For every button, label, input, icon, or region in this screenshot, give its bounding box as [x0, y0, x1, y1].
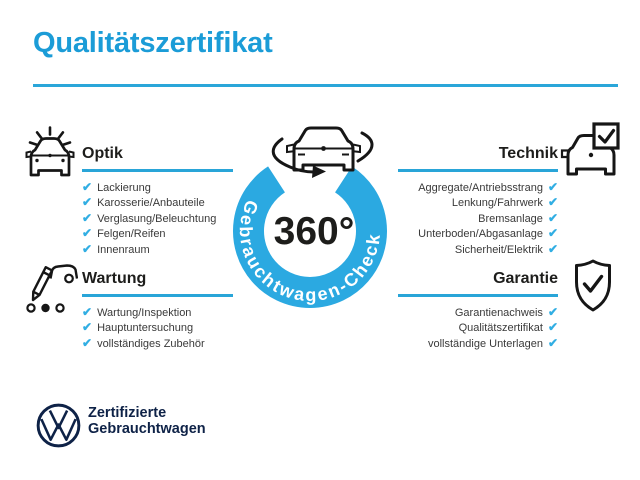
check-icon: ✔ — [547, 241, 558, 256]
checklist-item-label: Unterboden/Abgasanlage — [418, 228, 543, 241]
check-icon: ✔ — [547, 320, 558, 335]
check-icon: ✔ — [82, 335, 93, 350]
rotation-arrowhead — [312, 166, 326, 179]
car-shine-icon — [22, 124, 78, 180]
car-360-rotation-icon — [287, 128, 360, 170]
checklist-item-label: Aggregate/Antriebsstrang — [418, 181, 543, 194]
checklist-item — [82, 320, 267, 336]
checklist-item-label: Karosserie/Anbauteile — [97, 197, 205, 210]
checklist-item-label: Qualitätszertifikat — [458, 322, 543, 335]
checklist-item-label: Sicherheit/Elektrik — [454, 243, 543, 256]
checklist-item-label: Lenkung/Fahrwerk — [451, 197, 543, 210]
checklist-item-label: Innenraum — [97, 243, 150, 256]
section-divider — [82, 169, 233, 172]
section-title: Wartung — [82, 270, 147, 287]
checklist-item-label: Felgen/Reifen — [97, 228, 166, 241]
checklist-item-label: Verglasung/Beleuchtung — [97, 212, 217, 225]
check-icon: ✔ — [547, 179, 558, 194]
section-divider — [398, 169, 558, 172]
page-title: Qualitätszertifikat — [33, 27, 273, 59]
check-icon: ✔ — [82, 226, 93, 241]
check-icon: ✔ — [82, 241, 93, 256]
section-title: Optik — [82, 145, 123, 162]
footer-line2: Gebrauchtwagen — [88, 420, 206, 437]
checklist-item-label: Garantienachweis — [454, 306, 543, 319]
checklist-item-label: Bremsanlage — [478, 212, 543, 225]
section-divider — [82, 294, 233, 297]
check-icon: ✔ — [547, 335, 558, 350]
check-icon: ✔ — [547, 304, 558, 319]
section-title: Technik — [498, 145, 558, 162]
footer-line1: Zertifizierte — [88, 405, 167, 421]
check-icon: ✔ — [547, 210, 558, 225]
section-divider — [398, 294, 558, 297]
checklist-item-label: vollständige Unterlagen — [427, 337, 543, 350]
checklist-item — [313, 336, 558, 352]
check-icon: ✔ — [547, 226, 558, 241]
section-title: Garantie — [493, 270, 558, 287]
check-icon: ✔ — [82, 195, 93, 210]
checklist-item — [82, 336, 267, 352]
checklist-item — [313, 320, 558, 336]
check-icon: ✔ — [82, 304, 93, 319]
title-divider — [33, 84, 618, 87]
check-icon: ✔ — [82, 179, 93, 194]
checklist-item-label: Lackierung — [97, 181, 151, 194]
vw-logo — [35, 402, 82, 449]
check-icon: ✔ — [82, 210, 93, 225]
checklist-item-label: Hauptuntersuchung — [97, 322, 194, 335]
checklist-item-label: Wartung/Inspektion — [97, 306, 192, 319]
shield-check-icon — [570, 257, 616, 314]
360-check-badge — [225, 110, 400, 315]
ring-label: Gebrauchtwagen-Check — [235, 197, 385, 306]
degree-label: 360° — [273, 210, 355, 253]
check-icon: ✔ — [82, 320, 93, 335]
check-icon: ✔ — [547, 195, 558, 210]
footer-brand-text — [88, 406, 206, 437]
pencil-checklist-icon — [22, 257, 78, 315]
car-checkbox-icon — [558, 122, 622, 178]
checklist-item-label: vollständiges Zubehör — [97, 337, 205, 350]
